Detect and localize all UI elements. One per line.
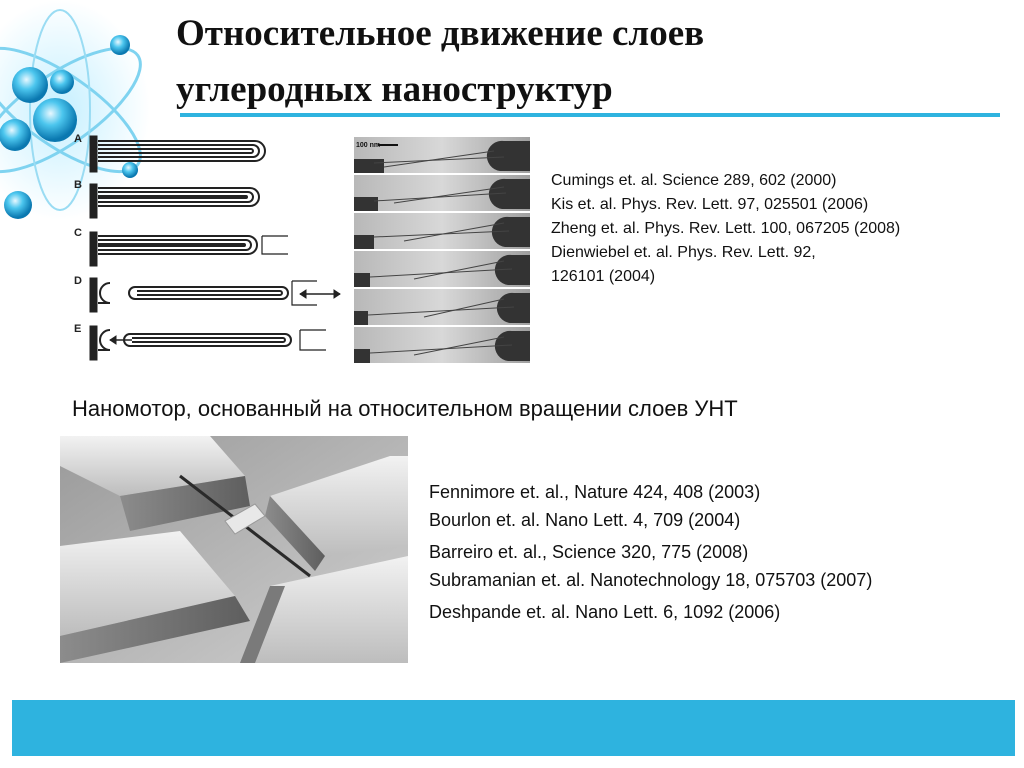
title-line-2: углеродных наноструктур (176, 69, 613, 110)
panel-label-d: D (74, 275, 82, 287)
nanomotor-subtitle: Наномотор, основанный на относительном вращении слоев УНТ (72, 396, 738, 421)
references-bottom-list (429, 478, 1019, 626)
references-top-list (551, 169, 1011, 289)
reference-item: Zheng et. al. Phys. Rev. Lett. 100, 067205 (2008) (551, 220, 901, 237)
tem-micrograph-strip (354, 137, 530, 363)
nanotube-telescoping-diagram (70, 128, 352, 368)
nanomotor-3d-render (60, 436, 408, 663)
reference-item: Dienwiebel et. al. Phys. Rev. Lett. 92, (551, 244, 816, 261)
reference-item: Cumings et. al. Science 289, 602 (2000) (551, 172, 837, 189)
reference-item: 126101 (2004) (551, 268, 656, 285)
reference-item: Bourlon et. al. Nano Lett. 4, 709 (2004) (429, 510, 741, 530)
footer-bar (12, 700, 1015, 756)
panel-label-e: E (74, 323, 82, 335)
reference-item: Subramanian et. al. Nanotechnology 18, 075703 (2007) (429, 570, 873, 590)
title-underline (180, 113, 1000, 117)
title-line-1: Относительное движение слоев (176, 13, 705, 54)
reference-item: Fennimore et. al., Nature 424, 408 (2003) (429, 482, 761, 502)
reference-item: Kis et. al. Phys. Rev. Lett. 97, 025501 (2006) (551, 196, 869, 213)
panel-label-a: A (74, 133, 82, 145)
panel-label-b: B (74, 179, 82, 191)
reference-item: Deshpande et. al. Nano Lett. 6, 1092 (2006) (429, 602, 781, 622)
panel-label-c: C (74, 227, 82, 239)
reference-item: Barreiro et. al., Science 320, 775 (2008) (429, 542, 749, 562)
scale-bar-label: 100 nm (356, 142, 381, 149)
page-title (176, 6, 976, 118)
